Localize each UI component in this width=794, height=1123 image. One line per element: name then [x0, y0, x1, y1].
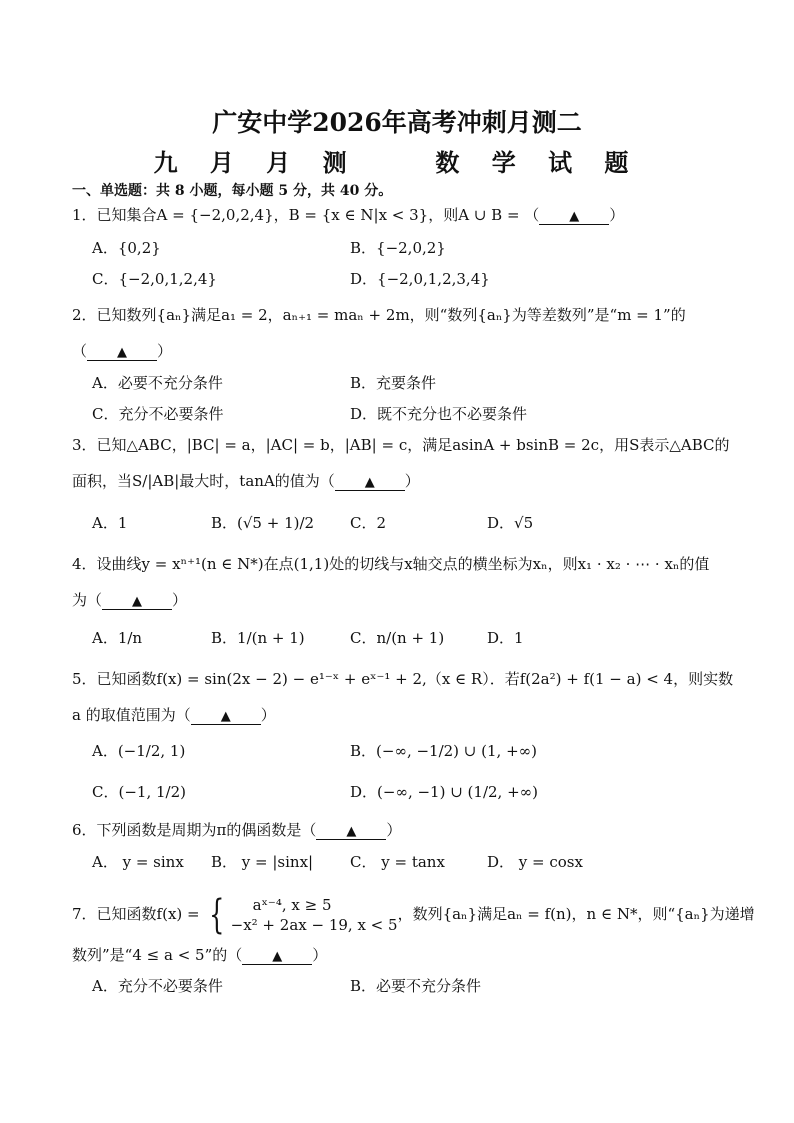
question-7-line2 [72, 944, 327, 966]
piece-2: −x² + 2ax − 19, x < 5 [230, 916, 398, 934]
close-paren: ） [404, 472, 420, 490]
q4-option-a: A．1/n [92, 629, 143, 647]
q5-stem2: a 的取值范围为（ [72, 706, 191, 724]
close-paren: ） [157, 342, 173, 360]
question-4-line2 [72, 589, 187, 611]
q6-option-a: A． y = sinx [92, 853, 184, 871]
q1-stem: 1．已知集合A = {−2,0,2,4}，B = {x ∈ N|x < 3}，则A ∪ B = （ [72, 206, 540, 224]
answer-blank[interactable]: ▲ [87, 346, 157, 361]
q3-option-d: D．√5 [487, 514, 534, 532]
q2-option-d: D．既不充分也不必要条件 [350, 405, 528, 423]
q5-option-a: A．(−1/2, 1) [92, 742, 186, 760]
q3-stem2: 面积，当S/|AB|最大时，tanA的值为（ [72, 472, 335, 490]
piecewise-brace: { [209, 892, 225, 938]
question-7 [72, 892, 755, 938]
question-5: 5．已知函数f(x) = sin(2x − 2) − e¹⁻ˣ + eˣ⁻¹ + 2,（x ∈ R）．若f(2a²) + f(1 − a) < 4，则实数 [72, 670, 734, 688]
question-6 [72, 819, 401, 841]
question-2: 2．已知数列{aₙ}满足a₁ = 2，aₙ₊₁ = maₙ + 2m，则“数列{aₙ}为等差数列”是“m = 1”的 [72, 306, 686, 324]
piece-1: aˣ⁻⁴, x ≥ 5 [252, 896, 332, 914]
q6-stem: 6．下列函数是周期为π的偶函数是（ [72, 821, 317, 839]
q6-option-d: D． y = cosx [487, 853, 583, 871]
q5-option-b: B．(−∞, −1/2) ∪ (1, +∞) [350, 742, 537, 760]
q4-option-c: C．n/(n + 1) [350, 629, 445, 647]
q7-stem2: 数列”是“4 ≤ a < 5”的（ [72, 946, 243, 964]
answer-blank[interactable]: ▲ [335, 476, 405, 491]
q3-option-c: C．2 [350, 514, 387, 532]
q5-option-c: C．(−1, 1/2) [92, 783, 186, 801]
q4-option-d: D．1 [487, 629, 524, 647]
exam-subtitle [0, 143, 794, 178]
question-2-line2 [72, 340, 172, 362]
close-paren: ） [172, 591, 188, 609]
q4-option-b: B．1/(n + 1) [211, 629, 305, 647]
answer-blank[interactable]: ▲ [539, 210, 609, 225]
q2-option-b: B．充要条件 [350, 374, 437, 392]
q7-stem-b: ，数列{aₙ}满足aₙ = f(n)，n ∈ N*，则“{aₙ}为递增 [397, 905, 755, 923]
q3-option-a: A．1 [92, 514, 128, 532]
q4-stem2: 为（ [72, 591, 103, 609]
q2-option-a: A．必要不充分条件 [92, 374, 223, 392]
exam-title: 广安中学2026年高考冲刺月测二 [212, 108, 582, 137]
q6-option-c: C． y = tanx [350, 853, 445, 871]
q1-option-a: A．{0,2} [92, 239, 161, 257]
q1-option-b: B．{−2,0,2} [350, 239, 446, 257]
close-paren: ） [260, 706, 276, 724]
answer-blank[interactable]: ▲ [191, 710, 261, 725]
q1-option-d: D．{−2,0,1,2,3,4} [350, 270, 490, 288]
close-paren: ） [609, 206, 625, 224]
question-1 [72, 204, 624, 226]
q5-option-d: D．(−∞, −1) ∪ (1/2, +∞) [350, 783, 538, 801]
piecewise-cases [231, 895, 398, 935]
question-3-line2 [72, 470, 420, 492]
close-paren: ） [386, 821, 402, 839]
q6-option-b: B． y = |sinx| [211, 853, 314, 871]
q2-option-c: C．充分不必要条件 [92, 405, 224, 423]
q7-stem-a: 7．已知函数f(x) = [72, 905, 200, 923]
q3-option-b: B．(√5 + 1)/2 [211, 514, 315, 532]
question-5-line2 [72, 704, 276, 726]
section-heading: 一、单选题：共 8 小题，每小题 5 分，共 40 分。 [72, 183, 393, 199]
q7-option-a: A．充分不必要条件 [92, 977, 223, 995]
q2-stem2: （ [72, 342, 88, 360]
answer-blank[interactable]: ▲ [316, 825, 386, 840]
question-3: 3．已知△ABC，|BC| = a，|AC| = b，|AB| = c，满足asinA + bsinB = 2c，用S表示△ABC的 [72, 436, 730, 454]
close-paren: ） [312, 946, 328, 964]
subtitle-left: 九 月 月 测 [153, 148, 359, 177]
question-4: 4．设曲线y = xⁿ⁺¹(n ∈ N*)在点(1,1)处的切线与x轴交点的横坐标为xₙ，则x₁ · x₂ · ⋯ · xₙ的值 [72, 555, 710, 573]
answer-blank[interactable]: ▲ [102, 595, 172, 610]
q1-option-c: C．{−2,0,1,2,4} [92, 270, 217, 288]
answer-blank[interactable]: ▲ [242, 950, 312, 965]
subtitle-right: 数 学 试 题 [435, 148, 641, 177]
q7-option-b: B．必要不充分条件 [350, 977, 482, 995]
